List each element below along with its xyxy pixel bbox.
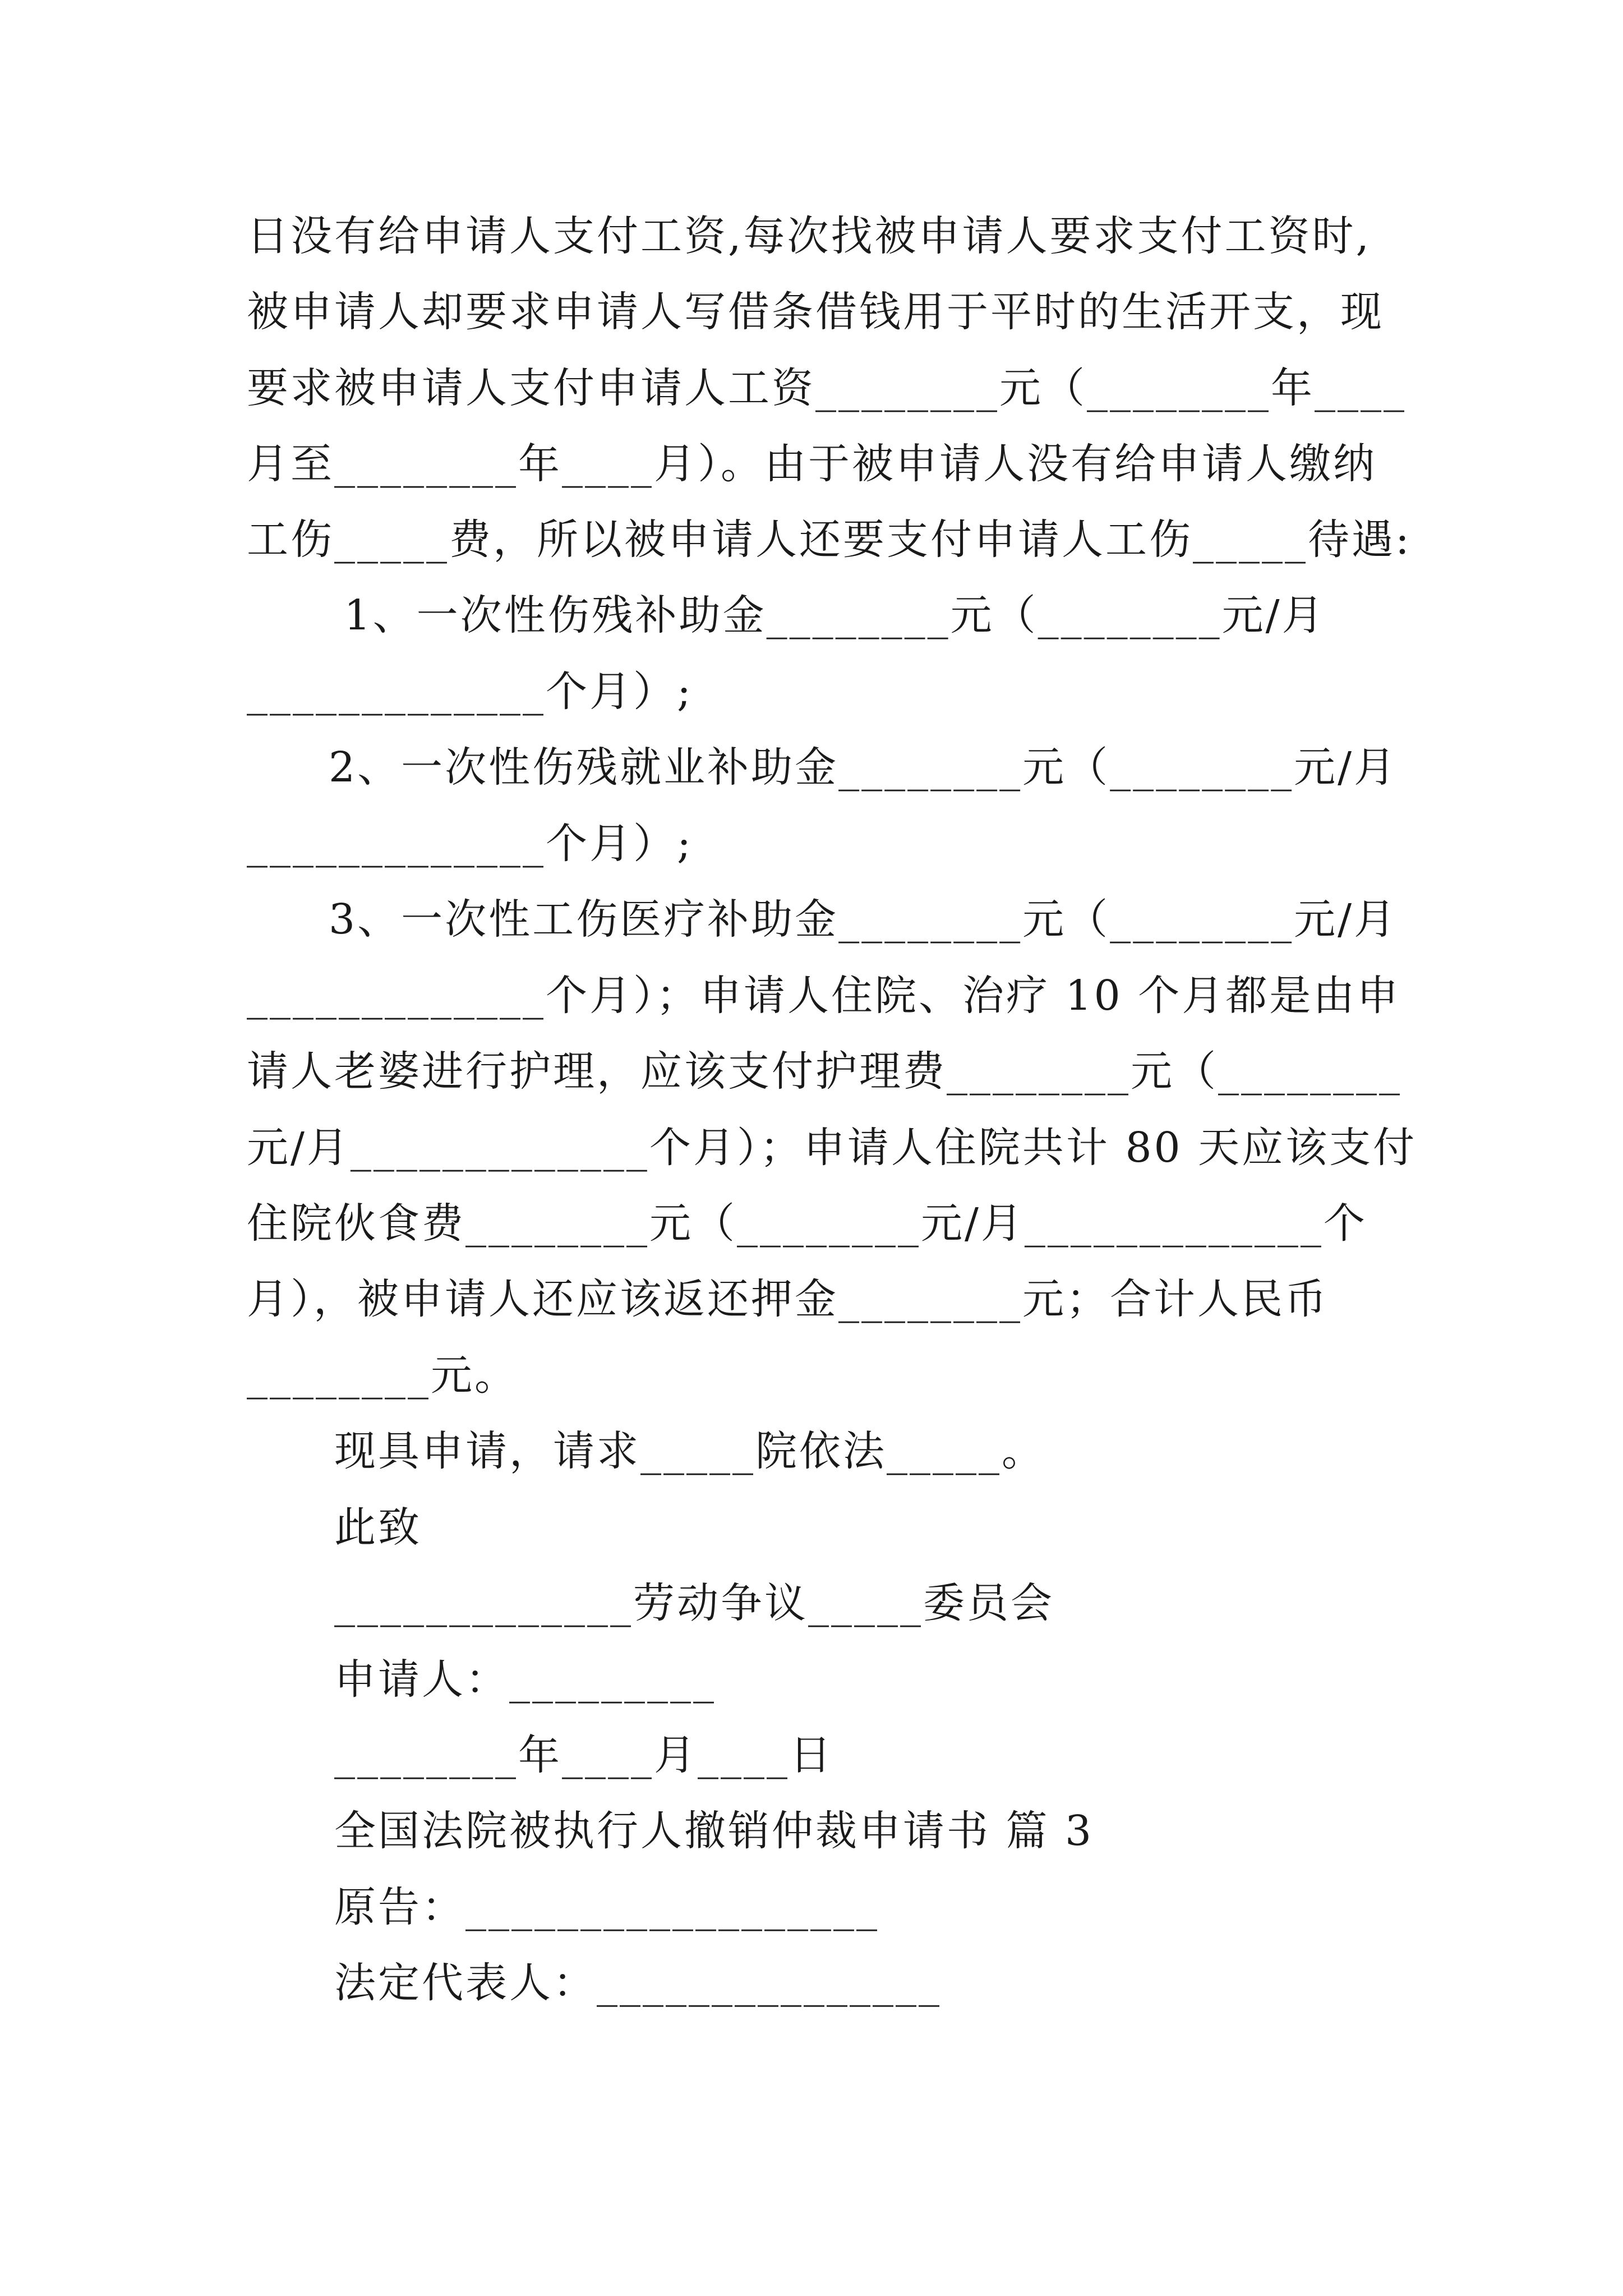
- section-heading: 全国法院被执行人撤销仲裁申请书 篇 3: [334, 1807, 1094, 1855]
- committee-recipient: _____________劳动争议_____委员会: [334, 1579, 1054, 1627]
- total-amount-line: ________元。: [247, 1351, 518, 1400]
- compensation-item-1-continuation: _____________个月）;: [247, 668, 693, 716]
- body-line-2: 被申请人却要求申请人写借条借钱用于平时的生活开支，现: [247, 288, 1384, 336]
- care-fee-line: 请人老婆进行护理，应该支付护理费________元（________: [247, 1047, 1402, 1096]
- body-line-1: 日没有给申请人支付工资,每次找被申请人要求支付工资时,: [247, 212, 1372, 260]
- compensation-item-3: 3、一次性工伤医疗补助金________元（________元/月: [329, 895, 1398, 944]
- date-line: ________年____月____日: [334, 1731, 833, 1779]
- body-line-5: 工伤_____费，所以被申请人还要支付申请人工伤_____待遇:: [247, 516, 1412, 564]
- plaintiff-line: 原告：__________________: [334, 1883, 879, 1931]
- body-line-3: 要求被申请人支付申请人工资________元（________年____: [247, 364, 1407, 412]
- applicant-signature-line: 申请人：_________: [334, 1655, 716, 1704]
- body-line-4: 月至________年____月）。由于被申请人没有给申请人缴纳: [247, 440, 1377, 488]
- hospital-stay-line: 元/月_____________个月）；申请人住院共计 80 天应该支付: [247, 1124, 1417, 1172]
- deposit-total-line: 月），被申请人还应该返还押金________元；合计人民币: [247, 1275, 1329, 1323]
- compensation-item-3-continuation: _____________个月）；申请人住院、治疗 10 个月都是由申: [247, 972, 1401, 1020]
- request-line: 现具申请，请求_____院依法_____。: [334, 1427, 1045, 1475]
- compensation-item-2: 2、一次性伤残就业补助金________元（________元/月: [329, 743, 1398, 792]
- legal-representative-line: 法定代表人：_______________: [334, 1959, 942, 2007]
- compensation-item-1: 1、一次性伤残补助金________元（________元/月: [329, 591, 1326, 639]
- compensation-item-2-continuation: _____________个月）;: [247, 820, 693, 868]
- meal-fee-line: 住院伙食费________元（________元/月_____________个: [247, 1199, 1367, 1248]
- closing-salutation: 此致: [334, 1503, 422, 1552]
